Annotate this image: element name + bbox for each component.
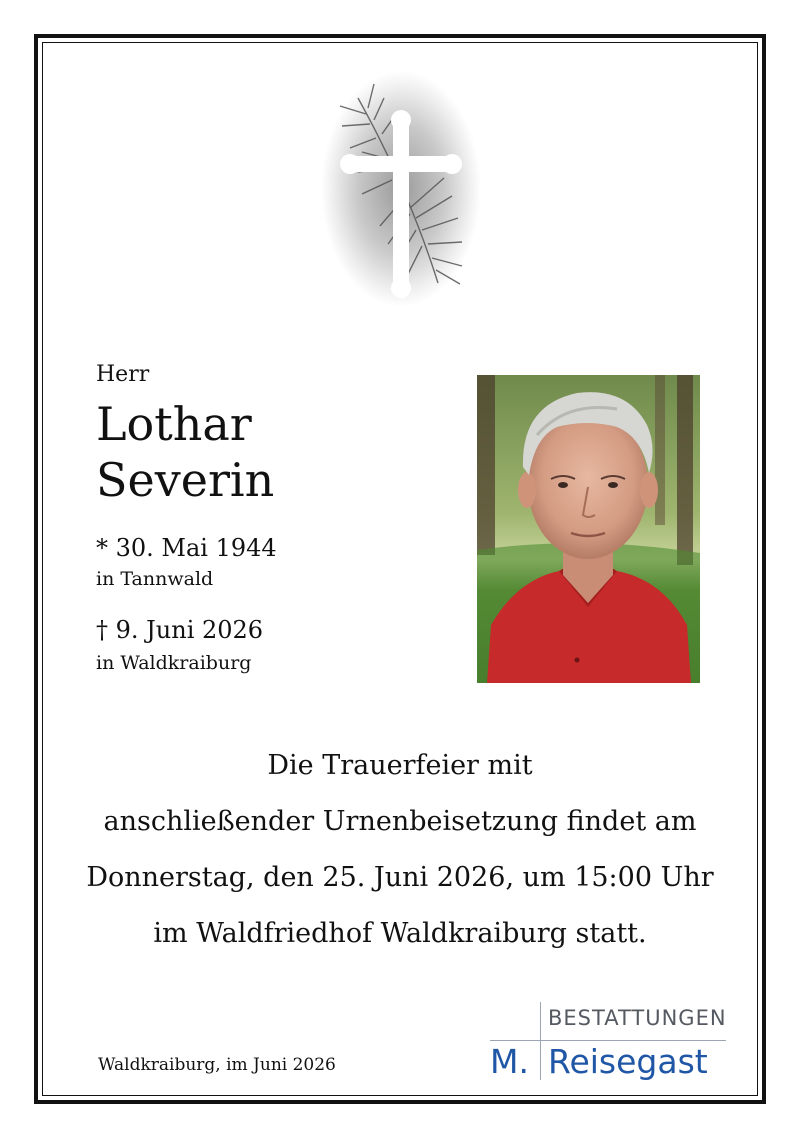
ceremony-line: Donnerstag, den 25. Juni 2026, um 15:00 Uhr (86, 862, 714, 893)
ceremony-line: anschließender Urnenbeisetzung findet am (103, 806, 697, 837)
place-and-date: Waldkraiburg, im Juni 2026 (98, 1055, 336, 1075)
birth-place: in Tannwald (96, 568, 214, 590)
logo-top-text: BESTATTUNGEN (548, 1006, 727, 1030)
first-name: Lothar (96, 397, 252, 451)
funeral-home-logo (488, 1000, 728, 1084)
birth-date: * 30. Mai 1944 (96, 534, 277, 562)
cross-with-palm-frond-icon (318, 68, 484, 310)
honorific: Herr (96, 362, 150, 387)
ceremony-announcement (60, 738, 740, 962)
logo-horizontal-line (490, 1040, 726, 1041)
logo-initial: M. (490, 1042, 529, 1081)
last-name: Severin (96, 453, 275, 507)
ceremony-line: Die Trauerfeier mit (267, 750, 533, 781)
death-date: † 9. Juni 2026 (96, 616, 264, 644)
death-place: in Waldkraiburg (96, 652, 252, 674)
ceremony-line: im Waldfriedhof Waldkraiburg statt. (153, 918, 647, 949)
logo-name: Reisegast (548, 1042, 708, 1081)
portrait-photo (477, 375, 700, 683)
logo-vertical-line (540, 1002, 541, 1080)
